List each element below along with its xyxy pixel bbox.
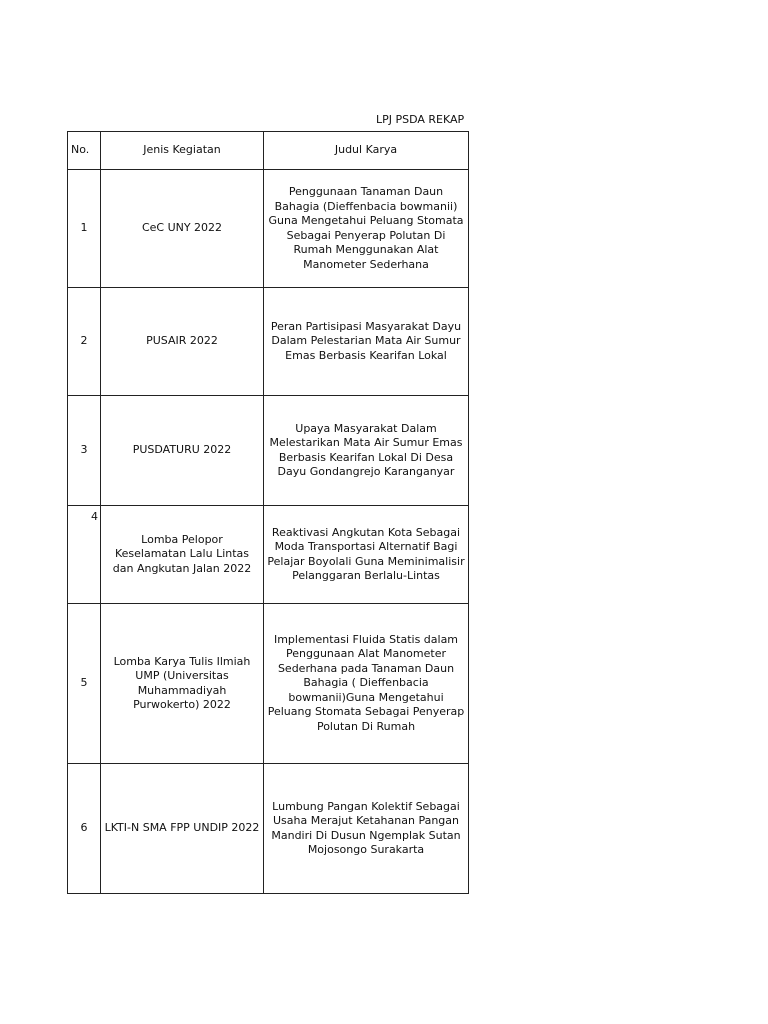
row-number: 1 bbox=[68, 170, 101, 288]
row-number: 6 bbox=[68, 764, 101, 894]
rekap-table bbox=[67, 131, 469, 894]
document-title: LPJ PSDA REKAP bbox=[376, 113, 465, 126]
work-title-cell: Reaktivasi Angkutan Kota Sebagai Moda Transportasi Alternatif Bagi Pelajar Boyolali Guna Meminimalisir Pelanggaran Berlalu-Lintas bbox=[264, 506, 469, 604]
activity-type-cell: LKTI-N SMA FPP UNDIP 2022 bbox=[101, 764, 264, 894]
work-title-cell: Upaya Masyarakat Dalam Melestarikan Mata Air Sumur Emas Berbasis Kearifan Lokal Di Desa Dayu Gondangrejo Karanganyar bbox=[264, 396, 469, 506]
row-number: 4 bbox=[68, 506, 101, 604]
work-title-cell: Penggunaan Tanaman Daun Bahagia (Dieffenbacia bowmanii) Guna Mengetahui Peluang Stomata Sebagai Penyerap Polutan Di Rumah Menggunakan Alat Manometer Sederhana bbox=[264, 170, 469, 288]
table-row bbox=[68, 288, 469, 396]
work-title-cell: Implementasi Fluida Statis dalam Penggunaan Alat Manometer Sederhana pada Tanaman Daun Bahagia ( Dieffenbacia bowmanii)Guna Mengetahui Peluang Stomata Sebagai Penyerap Polutan Di Rumah bbox=[264, 604, 469, 764]
row-number: 5 bbox=[68, 604, 101, 764]
activity-type-cell: CeC UNY 2022 bbox=[101, 170, 264, 288]
table-row bbox=[68, 506, 469, 604]
activity-type-cell: Lomba Pelopor Keselamatan Lalu Lintas dan Angkutan Jalan 2022 bbox=[101, 506, 264, 604]
table-row bbox=[68, 396, 469, 506]
row-number: 2 bbox=[68, 288, 101, 396]
activity-type-cell: PUSAIR 2022 bbox=[101, 288, 264, 396]
table-row bbox=[68, 764, 469, 894]
activity-type-cell: PUSDATURU 2022 bbox=[101, 396, 264, 506]
column-header-jenis-kegiatan: Jenis Kegiatan bbox=[101, 132, 264, 170]
table-header-row bbox=[68, 132, 469, 170]
table-row bbox=[68, 170, 469, 288]
table-row bbox=[68, 604, 469, 764]
column-header-no: No. bbox=[68, 132, 101, 170]
column-header-judul-karya: Judul Karya bbox=[264, 132, 469, 170]
work-title-cell: Peran Partisipasi Masyarakat Dayu Dalam Pelestarian Mata Air Sumur Emas Berbasis Kearifan Lokal bbox=[264, 288, 469, 396]
row-number: 3 bbox=[68, 396, 101, 506]
work-title-cell: Lumbung Pangan Kolektif Sebagai Usaha Merajut Ketahanan Pangan Mandiri Di Dusun Ngemplak Sutan Mojosongo Surakarta bbox=[264, 764, 469, 894]
activity-type-cell: Lomba Karya Tulis Ilmiah UMP (Universitas Muhammadiyah Purwokerto) 2022 bbox=[101, 604, 264, 764]
